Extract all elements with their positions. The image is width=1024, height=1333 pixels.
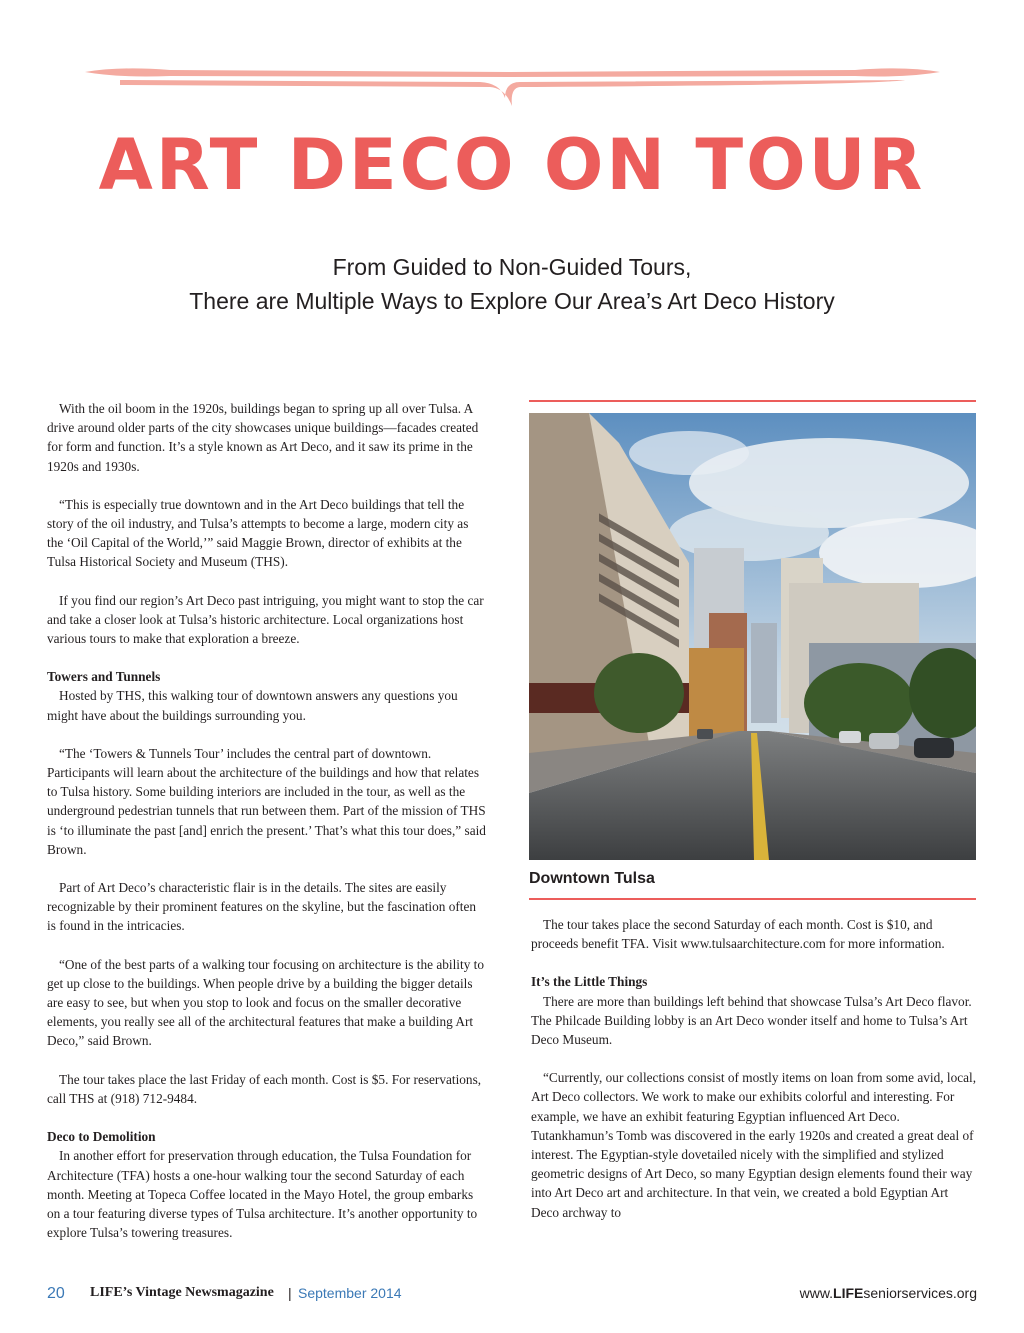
body-paragraph: If you find our region’s Art Deco past intriguing, you might want to stop the car and take a closer look at Tulsa’s historic architecture. Local organizations host various tours to make that exploration a breeze. xyxy=(47,592,484,647)
body-paragraph: In another effort for preservation through education, the Tulsa Foundation for Architecture (TFA) hosts a one-hour walking tour the second Saturday of each month. Meeting at Topeca Coffee located in the Mayo Hotel, the group embarks on a tour featuring diverse types of Tulsa architecture. It’s another opportunity to explore Tulsa’s towering treasures. xyxy=(47,1148,478,1241)
body-paragraph: Hosted by THS, this walking tour of downtown answers any questions you might have about the buildings surrounding you. xyxy=(47,688,458,723)
body-paragraph: The tour takes place the second Saturday of each month. Cost is $10, and proceeds benefit TFA. Visit www.tulsaarchitecture.com for more information. xyxy=(531,917,945,952)
body-paragraph: Part of Art Deco’s characteristic flair is in the details. The sites are easily recognizable by their prominent features on the skyline, but the fascination often is found in the intricacies. xyxy=(47,880,477,934)
body-paragraph: With the oil boom in the 1920s, buildings began to spring up all over Tulsa. A drive around older parts of the city showcases unique buildings—facades created for form and function. It’s a style known as Art Deco, and it saw its prime in the 1920s and 1930s. xyxy=(47,401,479,474)
photo-caption: Downtown Tulsa xyxy=(529,870,655,887)
caption-rule xyxy=(529,898,976,900)
left-column xyxy=(47,399,487,1261)
section-heading-little-things: It’s the Little Things xyxy=(531,974,648,990)
body-paragraph: “Currently, our collections consist of mostly items on loan from some avid, local, Art Deco collectors. We work to make our exhibits colorful and interesting. For example, we have an exhibit featuring Egyptian influenced Art Deco. Tutankhamun’s Tomb was discovered in the early 1920s and created a great deal of interest. The Egyptian-style dovetailed nicely with the simplified and stylized geometric designs of Art Deco, so many Egyptian design elements found their way into Art Deco art and architecture. In that vein, we created a bold Egyptian Art Deco archway to xyxy=(531,1070,977,1220)
subtitle-line-1: From Guided to Non-Guided Tours, xyxy=(332,254,692,280)
article-title: ART DECO ON TOUR xyxy=(98,124,926,206)
section-heading-deco-to-demolition: Deco to Demolition xyxy=(47,1129,156,1145)
footer-separator: | xyxy=(288,1285,292,1301)
downtown-tulsa-photo xyxy=(529,413,976,860)
article-subtitle xyxy=(0,250,1024,318)
site-brand: LIFE xyxy=(833,1285,864,1301)
subtitle-line-2: There are Multiple Ways to Explore Our Area’s Art Deco History xyxy=(189,288,835,314)
website-url[interactable] xyxy=(800,1285,977,1301)
body-paragraph: There are more than buildings left behind that showcase Tulsa’s Art Deco flavor. The Philcade Building lobby is an Art Deco wonder itself and home to Tulsa’s Art Deco Museum. xyxy=(531,993,972,1048)
site-suffix: seniorservices.org xyxy=(863,1285,977,1301)
issue-date: September 2014 xyxy=(298,1285,402,1301)
section-heading-towers-and-tunnels: Towers and Tunnels xyxy=(47,669,161,685)
body-paragraph: The tour takes place the last Friday of each month. Cost is $5. For reservations, call THS at (918) 712-9484. xyxy=(47,1071,482,1106)
body-paragraph: “One of the best parts of a walking tour focusing on architecture is the ability to get up close to the buildings. When people drive by a building the bigger details are easy to see, but when you stop to look and focus on the smaller decorative elements, you really see all of the architectural features that make a building Art Deco,” said Brown. xyxy=(47,956,485,1049)
right-column xyxy=(531,915,979,1241)
art-deco-ornament xyxy=(80,58,945,108)
photo-top-rule xyxy=(529,400,976,402)
page-number: 20 xyxy=(47,1285,65,1302)
site-prefix: www. xyxy=(799,1285,834,1301)
magazine-name: LIFE’s Vintage Newsmagazine xyxy=(90,1285,274,1300)
body-paragraph: “This is especially true downtown and in the Art Deco buildings that tell the story of the oil industry, and Tulsa’s attempts to become a large, modern city as the ‘Oil Capital of the World,’” said Maggie Brown, director of exhibits at the Tulsa Historical Society and Museum (THS). xyxy=(47,496,469,570)
body-paragraph: “The ‘Towers & Tunnels Tour’ includes the central part of downtown. Participants will learn about the architecture of the buildings and how that relates to Tulsa history. Some building interiors are included in the tour, as well as the underground pedestrian tunnels that run between them. Part of the mission of THS is ‘to illuminate the past [and] enrich the present.’ That’s what this tour does,” said Brown. xyxy=(47,745,486,857)
